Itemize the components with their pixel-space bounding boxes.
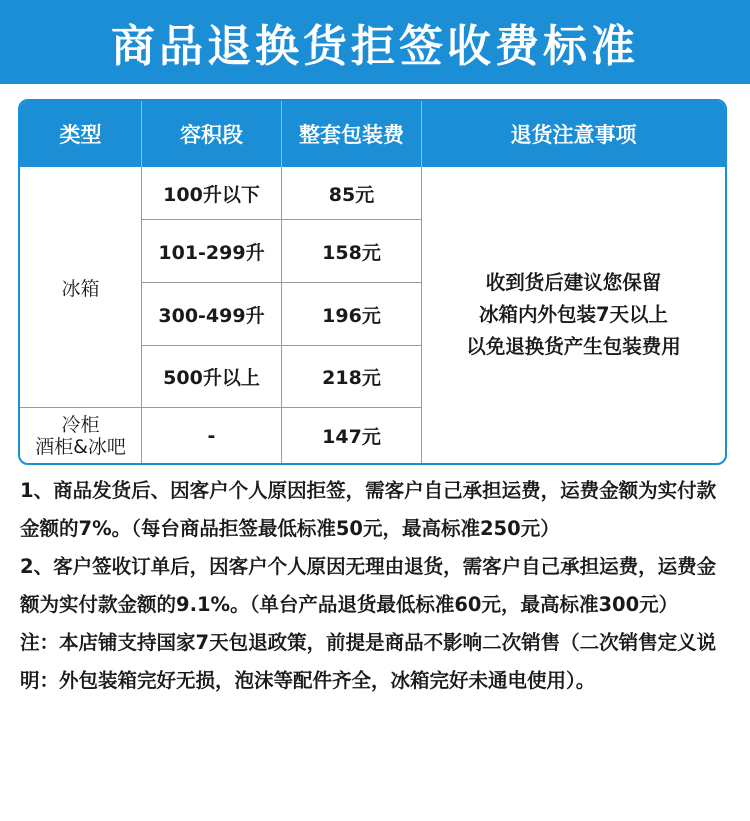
- table-row-fee: 158元: [282, 220, 422, 283]
- header-type: 类型: [20, 101, 142, 167]
- table-row-volume: 101-299升: [142, 220, 282, 283]
- table-body: [20, 167, 725, 463]
- header-fee: 整套包装费: [282, 101, 422, 167]
- header-notice: 退货注意事项: [510, 123, 637, 147]
- table-row-volume: 300-499升: [142, 283, 282, 346]
- table-row-fee: 85元: [282, 167, 422, 220]
- type-fridge: 冰箱: [20, 167, 142, 408]
- policy-notes: [20, 472, 732, 700]
- type-other: [20, 408, 142, 463]
- return-notice: [422, 167, 725, 463]
- table-row-fee: 196元: [282, 283, 422, 346]
- notice-line: 以免退换货产生包装费用: [466, 335, 681, 358]
- note-rejection: 1、商品发货后、因客户个人原因拒签，需客户自己承担运费，运费金额为实付款金额的7%。（每台商品拒签最低标准50元，最高标准250元）: [20, 479, 717, 540]
- note-return: 2、客户签收订单后，因客户个人原因无理由退货，需客户自己承担运费，运费金额为实付款金额的9.1%。（单台产品退货最低标准60元，最高标准300元）: [20, 555, 717, 616]
- table-row-volume: -: [142, 408, 282, 463]
- notice-line: 收到货后建议您保留: [485, 271, 662, 294]
- table-row-fee: 147元: [282, 408, 422, 463]
- page-title: 商品退换货拒签收费标准: [111, 21, 639, 72]
- table-row-fee: 218元: [282, 346, 422, 408]
- note-seven-day: 注：本店铺支持国家7天包退政策，前提是商品不影响二次销售（二次销售定义说明：外包装箱完好无损，泡沫等配件齐全，冰箱完好未通电使用）。: [20, 631, 717, 692]
- table-row-volume: 500升以上: [142, 346, 282, 408]
- type-other-line2: 酒柜&冰吧: [35, 435, 126, 458]
- fee-table: [18, 99, 727, 465]
- table-header: [20, 101, 725, 167]
- table-row-volume: 100升以下: [142, 167, 282, 220]
- type-other-line1: 冷柜: [61, 413, 100, 436]
- title-banner: [0, 0, 750, 84]
- header-volume: 容积段: [142, 101, 282, 167]
- notice-line: 冰箱内外包装7天以上: [478, 303, 669, 326]
